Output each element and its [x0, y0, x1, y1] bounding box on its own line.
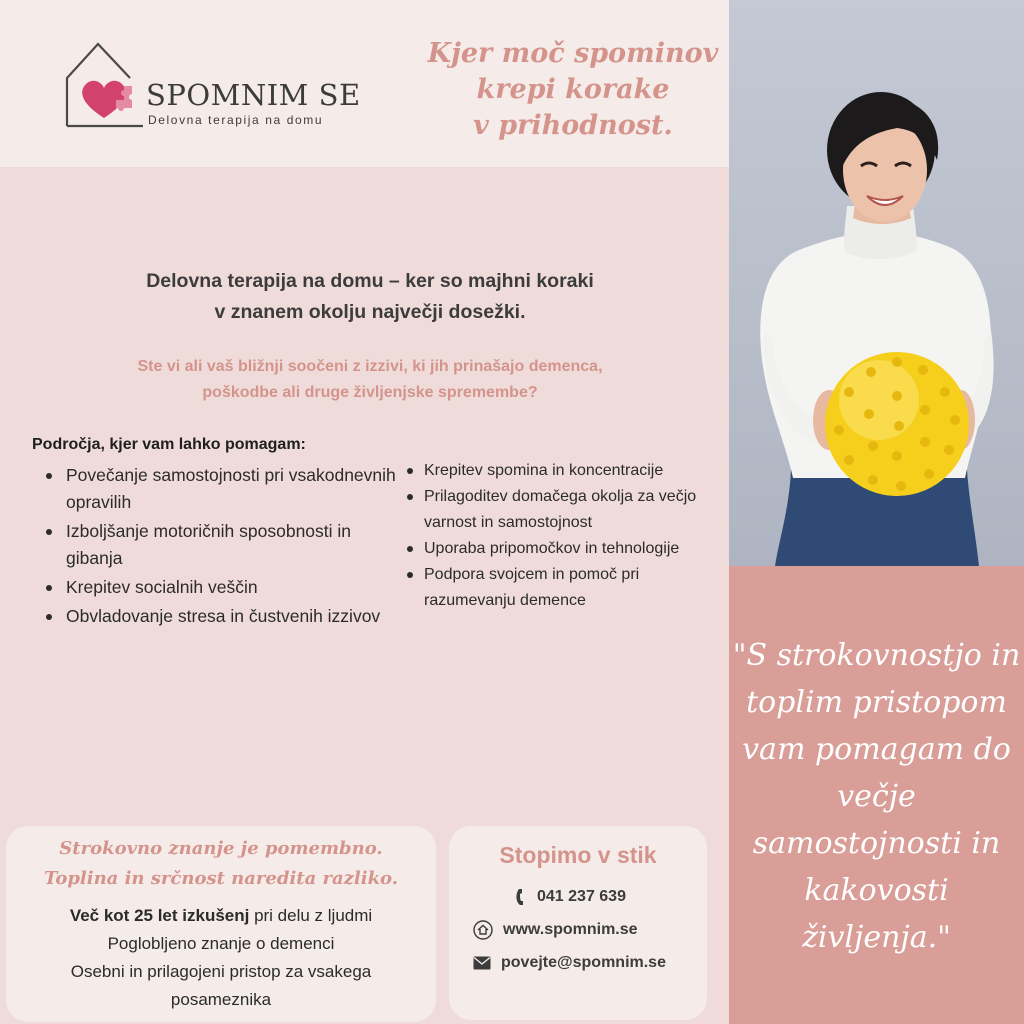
experience-line: Osebni in prilagojeni pristop za vsakega posameznika	[70, 962, 372, 1009]
contact-email[interactable]	[473, 954, 666, 972]
website-link[interactable]: www.spomnim.se	[503, 921, 638, 938]
experience-title-line: Toplina in srčnost naredita razliko.	[43, 868, 398, 889]
list-item: Izboljšanje motoričnih sposobnosti in gibanja	[32, 518, 402, 572]
contact-card	[449, 826, 707, 1020]
areas-list-left	[32, 462, 402, 632]
list-item: Krepitev spomina in koncentracije	[400, 458, 720, 484]
phone-icon	[515, 888, 527, 906]
brand-tagline: Delovna terapija na domu	[148, 113, 324, 127]
slogan-line: krepi korake	[476, 74, 670, 105]
list-item: Krepitev socialnih veščin	[32, 574, 402, 601]
brand-name: SPOMNIM SE	[146, 78, 361, 112]
slogan-line: v prihodnost.	[473, 110, 673, 141]
therapist-photo	[729, 0, 1024, 566]
experience-years: Več kot 25 let izkušenj	[69, 906, 250, 925]
areas-list-right	[400, 458, 720, 614]
house-heart-logo-icon	[64, 40, 144, 130]
slogan	[418, 36, 728, 144]
experience-lines	[6, 902, 436, 1014]
experience-line-rest: pri delu z ljudmi	[249, 906, 373, 925]
phone-number: 041 237 639	[537, 888, 626, 905]
question	[60, 354, 680, 406]
contact-phone[interactable]	[515, 888, 626, 906]
quote-text: "S strokovnostjo in toplim pristopom vam pomagam do večje samostojnosti in kakovosti življenja."	[732, 638, 1021, 955]
home-icon	[473, 920, 493, 940]
headline	[60, 266, 680, 328]
areas-title: Področja, kjer vam lahko pomagam:	[32, 436, 306, 453]
experience-line	[6, 902, 436, 930]
list-item: Podpora svojcem in pomoč pri razumevanju demence	[400, 562, 720, 614]
experience-card	[6, 826, 436, 1022]
experience-title	[6, 834, 436, 894]
contact-web[interactable]	[473, 920, 638, 940]
list-item: Povečanje samostojnosti pri vsakodnevnih opravilih	[32, 462, 402, 516]
experience-title-line: Strokovno znanje je pomembno.	[59, 838, 383, 859]
slogan-line: Kjer moč spominov	[427, 38, 719, 69]
question-line: poškodbe ali druge življenjske spremembe?	[202, 384, 538, 401]
list-item: Prilagoditev domačega okolja za večjo varnost in samostojnost	[400, 484, 720, 536]
email-link[interactable]: povejte@spomnim.se	[501, 954, 666, 971]
headline-line: v znanem okolju največji dosežki.	[214, 301, 526, 323]
woman-with-yellow-ball-illustration	[729, 0, 1024, 566]
contact-title: Stopimo v stik	[499, 842, 657, 868]
yellow-ball-icon	[825, 352, 969, 496]
question-line: Ste vi ali vaš bližnji soočeni z izzivi, ki jih prinašajo demenca,	[137, 358, 603, 375]
list-item: Obvladovanje stresa in čustvenih izzivov	[32, 603, 402, 630]
mail-icon	[473, 956, 491, 970]
headline-line: Delovna terapija na domu – ker so majhni koraki	[146, 270, 594, 292]
experience-line: Poglobljeno znanje o demenci	[107, 934, 335, 953]
list-item: Uporaba pripomočkov in tehnologije	[400, 536, 720, 562]
